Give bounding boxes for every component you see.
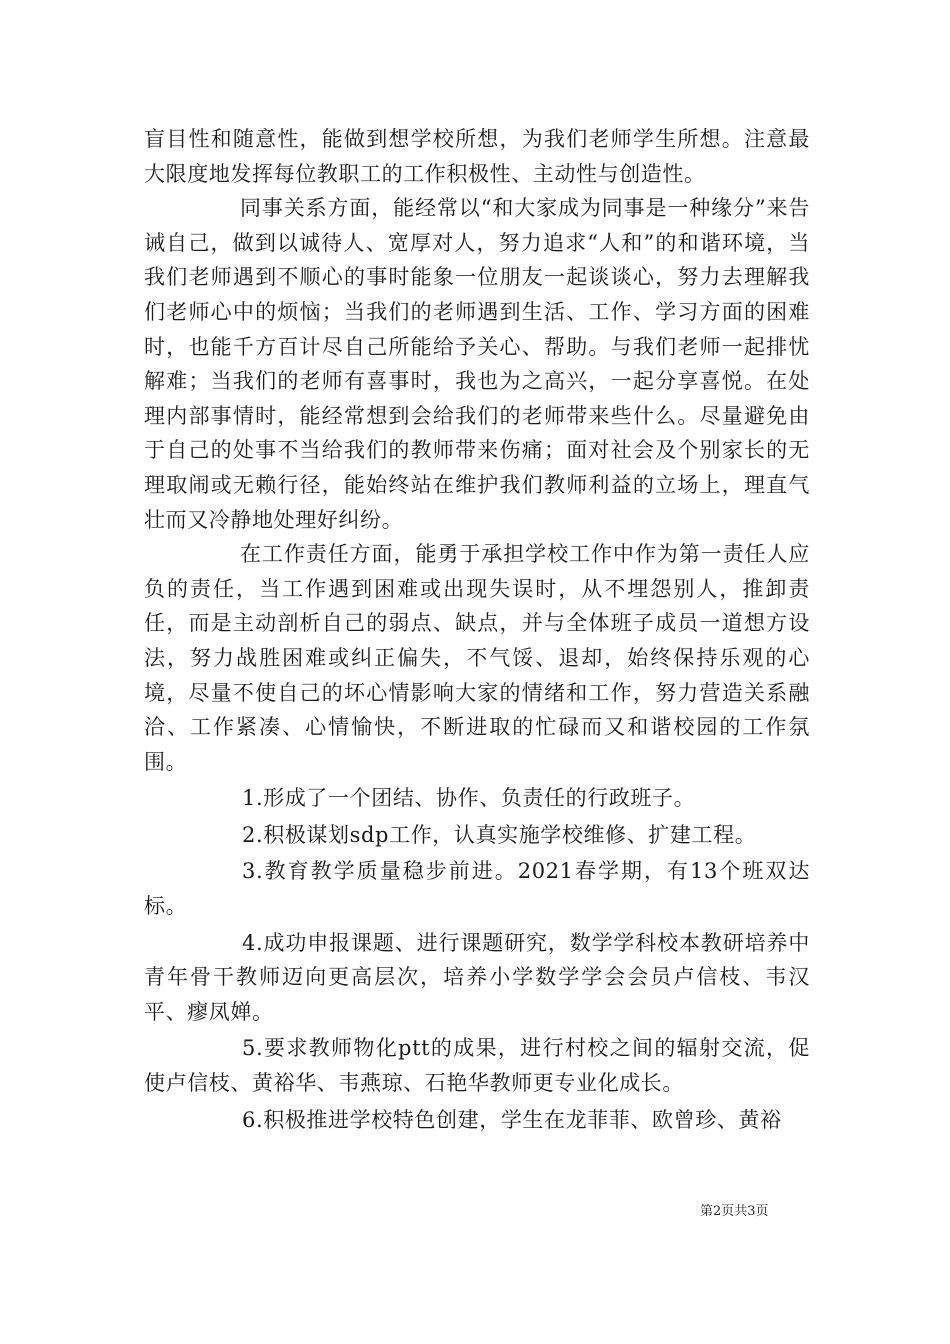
document-body: [144, 122, 810, 1137]
list-item: 3.教育教学质量稳步前进。2021春学期，有13个班双达标。: [144, 859, 810, 919]
paragraph-work-responsibility: 在工作责任方面，能勇于承担学校工作中作为第一责任人应负的责任，当工作遇到困难或出现失误时，从不埋怨别人，推卸责任，而是主动剖析自己的弱点、缺点，并与全体班子成员一道想方设法，努力战胜困难或纠正偏失，不气馁、退却，始终保持乐观的心境，尽量不使自己的坏心情影响大家的情绪和工作，努力营造关系融洽、工作紧凑、心情愉快，不断进取的忙碌而又和谐校园的工作氛围。: [144, 542, 810, 774]
paragraph-colleague-relations: 同事关系方面，能经常以“和大家成为同事是一种缘分”来告诫自己，做到以诚待人、宽厚对人，努力追求“人和”的和谐环境，当我们老师遇到不顺心的事时能象一位朋友一起谈谈心，努力去理解我们老师心中的烦恼；当我们的老师遇到生活、工作、学习方面的困难时，也能千方百计尽自己所能给予关心、帮助。与我们老师一起排忧解难；当我们的老师有喜事时，我也为之高兴，一起分享喜悦。在处理内部事情时，能经常想到会给我们的老师带来些什么。尽量避免由于自己的处事不当给我们的教师带来伤痛；面对社会及个别家长的无理取闹或无赖行径，能始终站在维护我们教师利益的立场上，理直气壮而又冷静地处理好纠纷。: [144, 196, 810, 532]
list-item: 4.成功申报课题、进行课题研究，数学学科校本教研培养中青年骨干教师迈向更高层次，培养小学数学学会会员卢信枝、韦汉平、瘳凤婵。: [144, 930, 810, 1024]
list-item: 6.积极推进学校特色创建，学生在龙菲菲、欧曾珍、黄裕: [242, 1107, 782, 1132]
list-item: 5.要求教师物化ptt的成果，进行村校之间的辐射交流，促使卢信枝、黄裕华、韦燕琼、石艳华教师更专业化成长。: [144, 1036, 810, 1096]
list-item: 1.形成了一个团结、协作、负责任的行政班子。: [242, 786, 696, 811]
paragraph-continuation: 盲目性和随意性，能做到想学校所想，为我们老师学生所想。注意最大限度地发挥每位教职工的工作积极性、主动性与创造性。: [144, 127, 810, 186]
page-number: 第2页共3页: [700, 1204, 769, 1219]
list-item: 2.积极谋划sdp工作，认真实施学校维修、扩建工程。: [242, 822, 757, 847]
